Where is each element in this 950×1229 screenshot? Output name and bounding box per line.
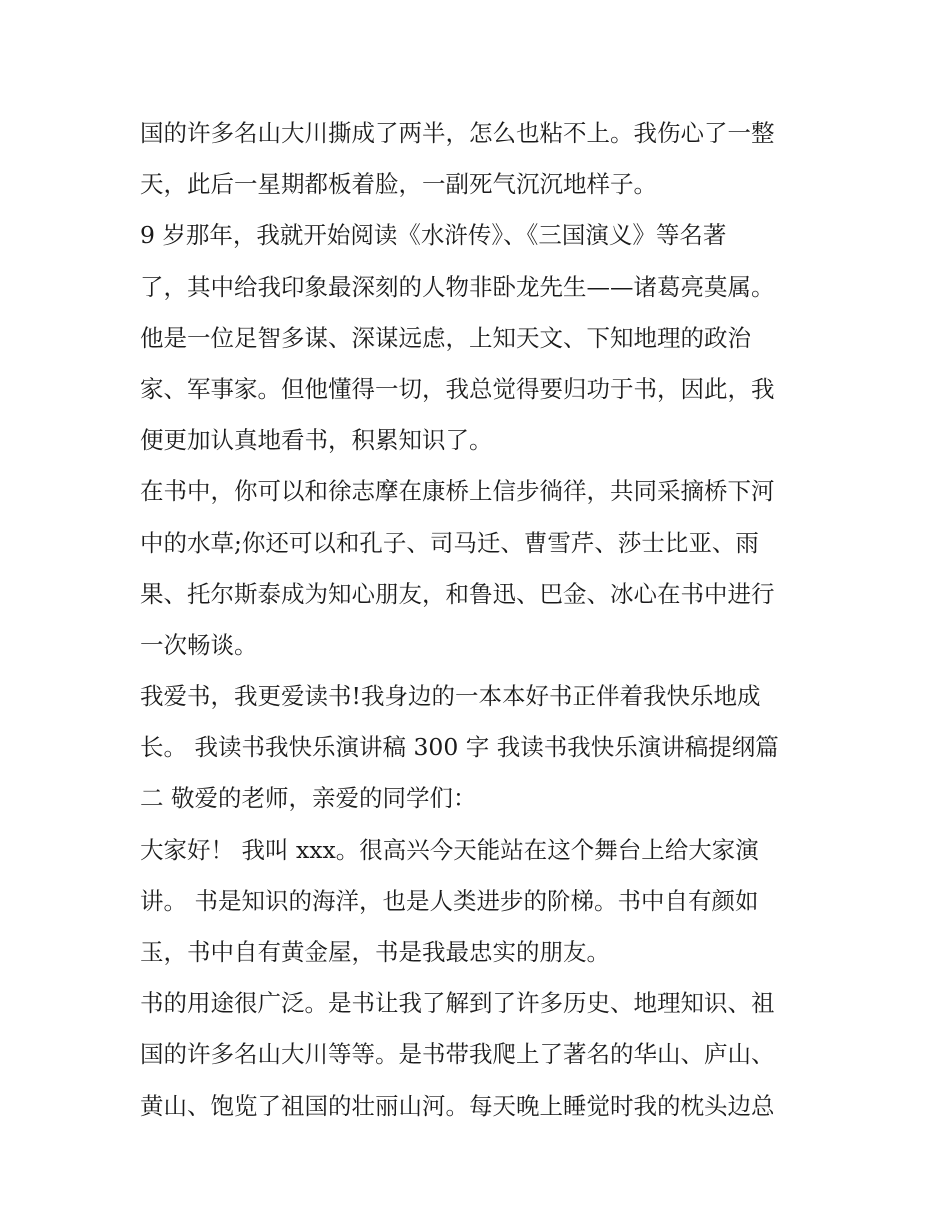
text-line: 他是一位足智多谋、深谋远虑，上知天文、下知地理的政治: [140, 323, 751, 352]
text-line: 二 敬爱的老师，亲爱的同学们：: [140, 784, 477, 813]
text-line: 天，此后一星期都板着脸，一副死气沉沉地样子。: [140, 170, 657, 199]
text-line: 国的许多名山大川撕成了两半，怎么也粘不上。我伤心了一整: [140, 119, 775, 147]
text-line: 便更加认真地看书，积累知识了。: [140, 426, 493, 455]
text-line: 果、托尔斯泰成为知心朋友，和鲁迅、巴金、冰心在书中进行: [140, 579, 775, 608]
text-line: 大家好！ 我叫 xxx。很高兴今天能站在这个舞台上给大家演: [140, 835, 759, 864]
text-line: 我爱书，我更爱读书!我身边的一本本好书正伴着我快乐地成: [140, 682, 761, 711]
text-line: 长。 我读书我快乐演讲稿 300 字 我读书我快乐演讲稿提纲篇: [140, 733, 779, 762]
text-line: 在书中，你可以和徐志摩在康桥上信步徜徉，共同采摘桥下河: [140, 477, 775, 506]
text-line: 黄山、饱览了祖国的壮丽山河。每天晚上睡觉时我的枕头边总: [140, 1091, 775, 1120]
text-line: 9 岁那年，我就开始阅读《水浒传》、《三国演义》等名著: [140, 221, 727, 250]
text-line: 书的用途很广泛。是书让我了解到了许多历史、地理知识、祖: [140, 989, 775, 1018]
text-line: 了，其中给我印象最深刻的人物非卧龙先生——诸葛亮莫属。: [140, 272, 775, 301]
text-line: 国的许多名山大川等等。是书带我爬上了著名的华山、庐山、: [140, 1040, 775, 1069]
text-line: 中的水草;你还可以和孔子、司马迁、曹雪芹、莎士比亚、雨: [140, 528, 759, 557]
body-text: [140, 108, 820, 1132]
text-line: 讲。 书是知识的海洋，也是人类进步的阶梯。书中自有颜如: [140, 886, 759, 915]
text-line: 一次畅谈。: [140, 630, 258, 659]
text-line: 家、军事家。但他懂得一切，我总觉得要归功于书，因此，我: [140, 374, 775, 403]
text-line: 玉，书中自有黄金屋，书是我最忠实的朋友。: [140, 938, 610, 966]
